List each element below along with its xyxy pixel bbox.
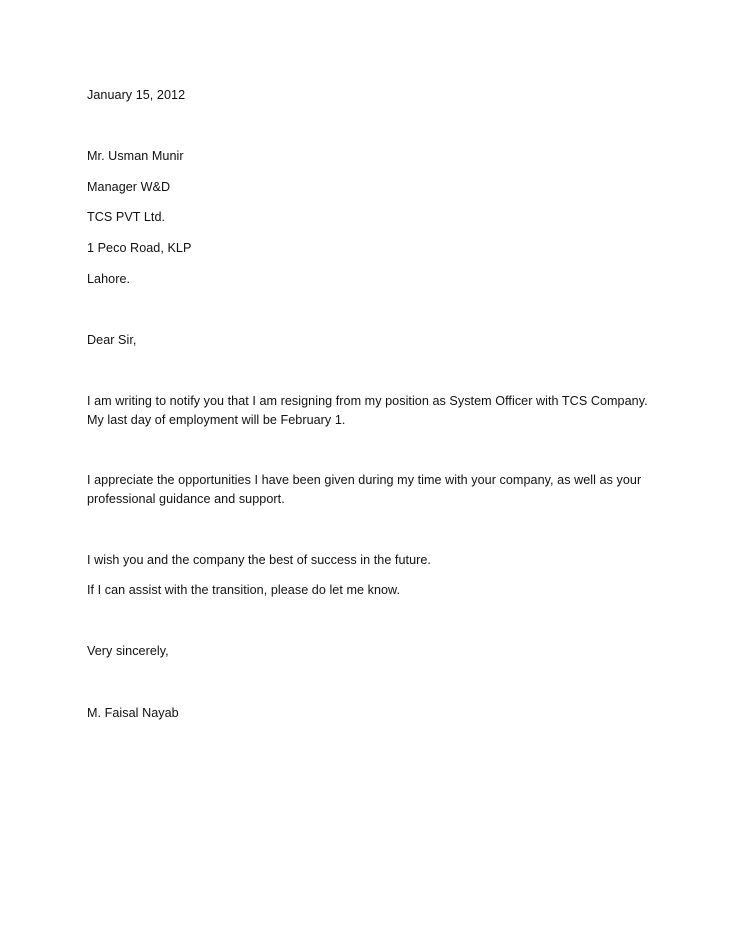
body-paragraph-transition: If I can assist with the transition, please do let me know. xyxy=(87,583,401,597)
body-paragraph-appreciation: I appreciate the opportunities I have been given during my time with your company, as well as your professional guidance and support. xyxy=(87,473,642,506)
salutation: Dear Sir, xyxy=(87,333,137,347)
signature-name: M. Faisal Nayab xyxy=(87,706,179,720)
letter-date: January 15, 2012 xyxy=(87,88,186,102)
recipient-city: Lahore. xyxy=(87,272,131,286)
recipient-name: Mr. Usman Munir xyxy=(87,149,184,163)
recipient-title: Manager W&D xyxy=(87,180,171,194)
recipient-street: 1 Peco Road, KLP xyxy=(87,241,192,255)
body-paragraph-resignation: I am writing to notify you that I am resigning from my position as System Officer with TCS Company. My last day of employment will be February 1. xyxy=(87,394,648,427)
body-paragraph-wishes: I wish you and the company the best of success in the future. xyxy=(87,553,431,567)
recipient-company: TCS PVT Ltd. xyxy=(87,210,166,224)
closing: Very sincerely, xyxy=(87,644,169,658)
